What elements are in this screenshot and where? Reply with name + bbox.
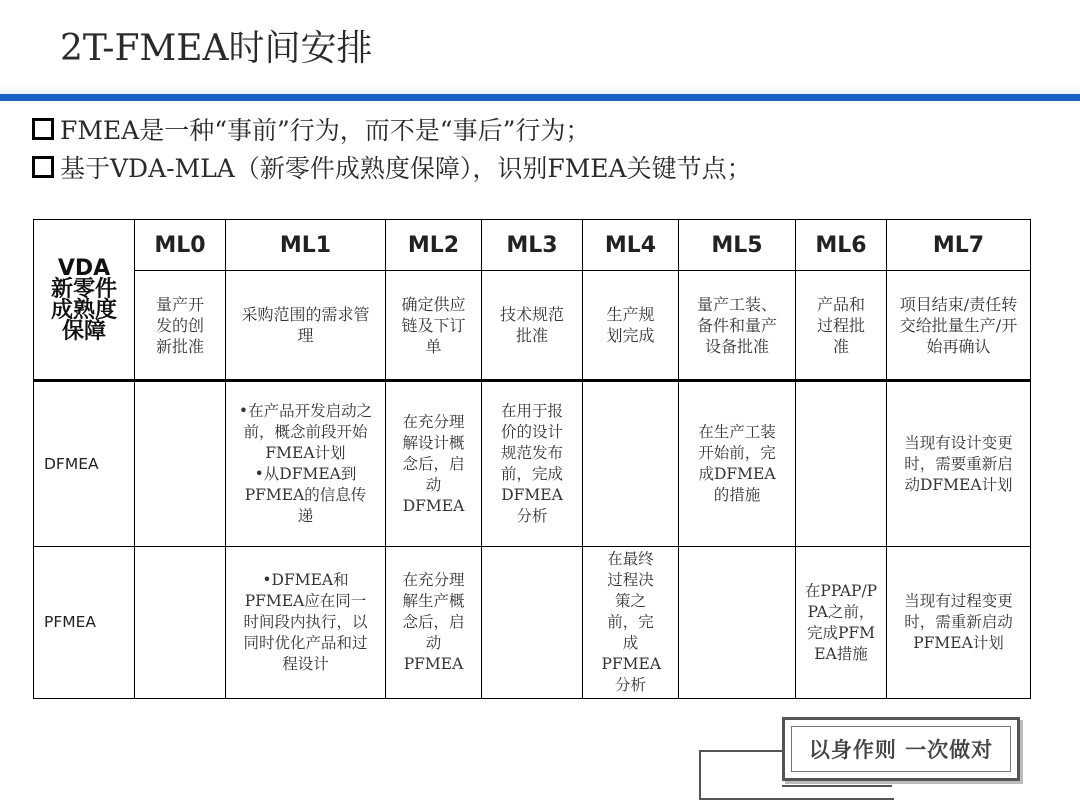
bullet-text: 基于VDA-MLA（新零件成熟度保障），识别FMEA关键节点； (60, 154, 752, 183)
desc-ml0: 量产开发的创新批准 (135, 271, 226, 381)
desc-ml7: 项目结束/责任转交给批量生产/开始再确认 (887, 271, 1031, 381)
header-ml3: ML3 (482, 220, 583, 271)
pfmea-ml3 (482, 547, 583, 699)
header-ml4: ML4 (583, 220, 679, 271)
row-label-dfmea: DFMEA (34, 381, 135, 547)
dfmea-ml3: 在用于报价的设计规范发布前，完成DFMEA分析 (482, 381, 583, 547)
bullet-item (32, 148, 752, 186)
header-ml6: ML6 (796, 220, 887, 271)
desc-ml4: 生产规划完成 (583, 271, 679, 381)
pfmea-ml2: 在充分理解生产概念后，启动PFMEA (386, 547, 482, 699)
title-divider (0, 94, 1080, 101)
square-bullet-icon (32, 156, 54, 178)
bullet-list (32, 110, 752, 186)
dfmea-ml1: •在产品开发启动之前，概念前段开始FMEA计划 •从DFMEA到PFMEA的信息传递 (226, 381, 386, 547)
desc-ml5: 量产工装、备件和量产设备批准 (679, 271, 796, 381)
header-ml1: ML1 (226, 220, 386, 271)
table-row-pfmea (34, 547, 1031, 699)
dfmea-ml4 (583, 381, 679, 547)
title-shadow (0, 84, 1080, 94)
corner-header: VDA新零件成熟度保障 (34, 220, 135, 381)
header-ml7: ML7 (887, 220, 1031, 271)
square-bullet-icon (32, 118, 54, 140)
motto-stamp (782, 717, 1020, 781)
desc-ml6: 产品和过程批准 (796, 271, 887, 381)
pfmea-ml4: 在最终过程决策之前，完成PFMEA分析 (583, 547, 679, 699)
table-row-dfmea (34, 381, 1031, 547)
pfmea-ml7: 当现有过程变更时，需重新启动PFMEA计划 (887, 547, 1031, 699)
bullet-text: FMEA是一种“事前”行为，而不是“事后”行为； (60, 116, 591, 145)
dfmea-ml0 (135, 381, 226, 547)
fmea-timeline-table (33, 219, 1031, 699)
pfmea-ml5 (679, 547, 796, 699)
dfmea-ml5: 在生产工装开始前，完成DFMEA的措施 (679, 381, 796, 547)
slide-title: 2T-FMEA时间安排 (60, 28, 373, 69)
stamp-decoration (782, 785, 892, 797)
pfmea-ml0 (135, 547, 226, 699)
header-ml5: ML5 (679, 220, 796, 271)
table-description-row (34, 271, 1031, 381)
header-ml0: ML0 (135, 220, 226, 271)
dfmea-ml7: 当现有设计变更时，需要重新启动DFMEA计划 (887, 381, 1031, 547)
table-header-row (34, 220, 1031, 271)
row-label-pfmea: PFMEA (34, 547, 135, 699)
desc-ml1: 采购范围的需求管理 (226, 271, 386, 381)
desc-ml3: 技术规范批准 (482, 271, 583, 381)
header-ml2: ML2 (386, 220, 482, 271)
bullet-item (32, 110, 752, 148)
motto-text: 以身作则 一次做对 (791, 726, 1011, 772)
dfmea-ml2: 在充分理解设计概念后，启动DFMEA (386, 381, 482, 547)
pfmea-ml6: 在PPAP/PPA之前，完成PFMEA措施 (796, 547, 887, 699)
pfmea-ml1: •DFMEA和PFMEA应在同一时间段内执行，以同时优化产品和过程设计 (226, 547, 386, 699)
desc-ml2: 确定供应链及下订单 (386, 271, 482, 381)
dfmea-ml6 (796, 381, 887, 547)
